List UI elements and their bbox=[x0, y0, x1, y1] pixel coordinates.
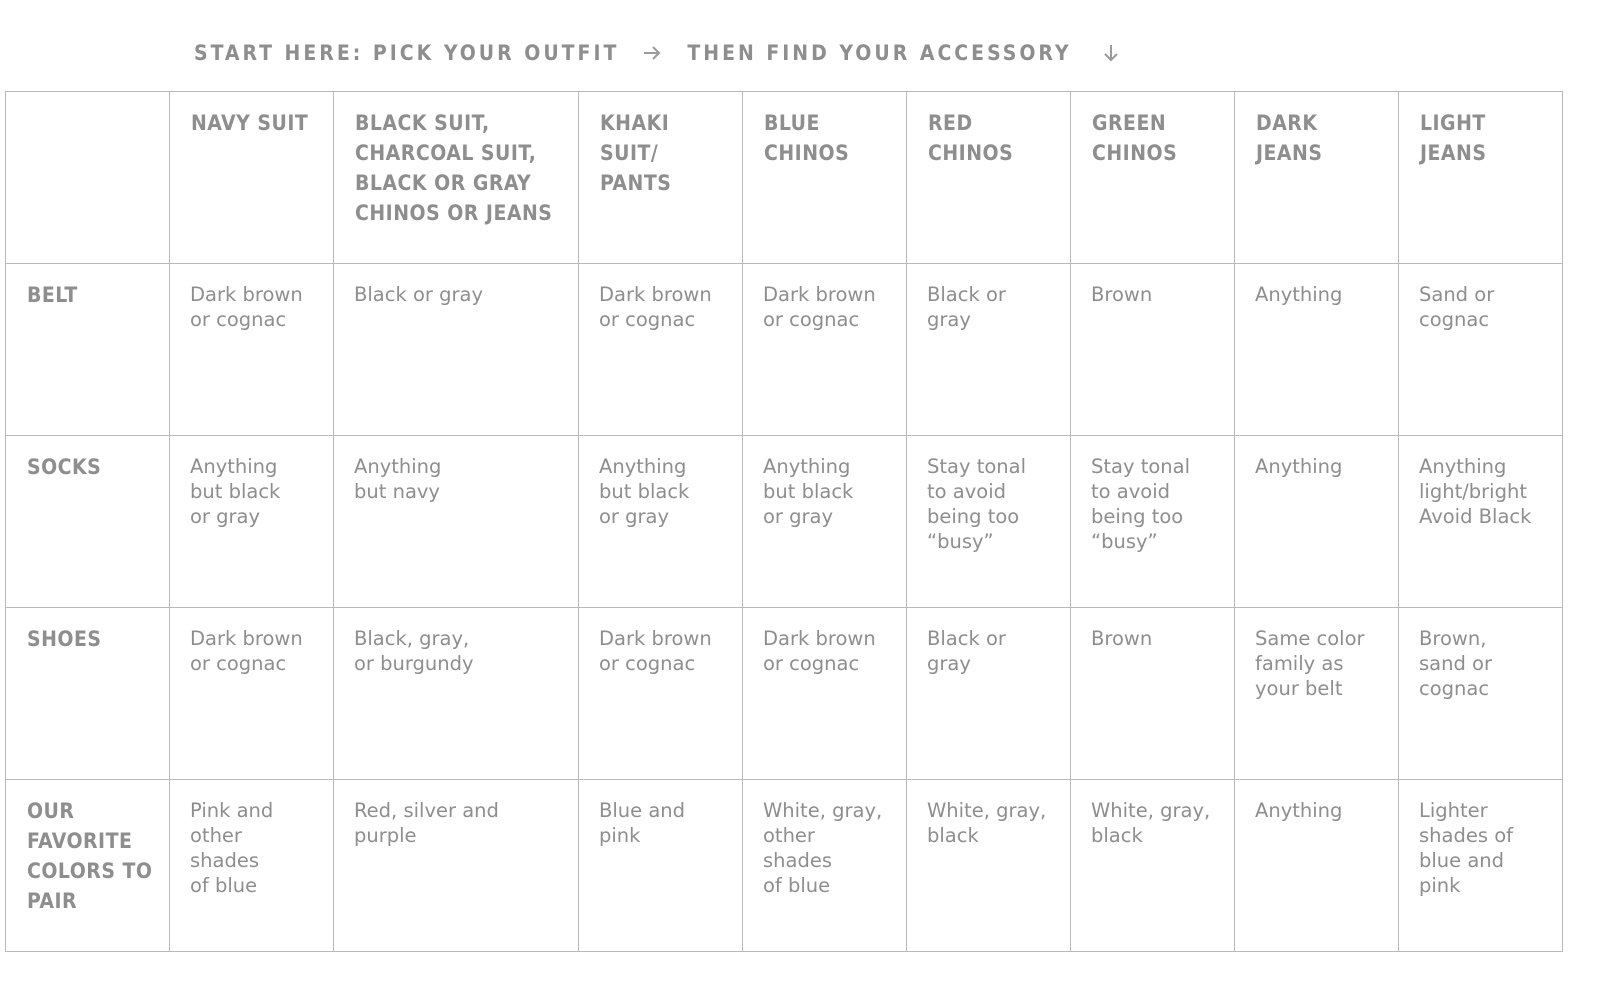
table-cell: White, gray, black bbox=[907, 780, 1071, 952]
row-header-socks: SOCKS bbox=[6, 436, 170, 608]
table-cell: Anything bbox=[1235, 780, 1399, 952]
table-cell: Brown, sand or cognac bbox=[1399, 608, 1563, 780]
table-cell: Stay tonal to avoid being too “busy” bbox=[1071, 436, 1235, 608]
table-cell: Sand or cognac bbox=[1399, 264, 1563, 436]
column-header-navy-suit: NAVY SUIT bbox=[170, 92, 334, 264]
table-cell: White, gray, other shades of blue bbox=[743, 780, 907, 952]
table-cell: Lighter shades of blue and pink bbox=[1399, 780, 1563, 952]
table-cell: Blue and pink bbox=[579, 780, 743, 952]
table-cell: Dark brown or cognac bbox=[170, 608, 334, 780]
table-cell: Brown bbox=[1071, 608, 1235, 780]
table-cell: Same color family as your belt bbox=[1235, 608, 1399, 780]
table-cell: Dark brown or cognac bbox=[170, 264, 334, 436]
column-header-blue-chinos: BLUE CHINOS bbox=[743, 92, 907, 264]
column-header-dark-jeans: DARK JEANS bbox=[1235, 92, 1399, 264]
instructions-bar bbox=[194, 36, 1146, 70]
table-cell: Anything but black or gray bbox=[579, 436, 743, 608]
table-cell: Black or gray bbox=[907, 608, 1071, 780]
table-cell: Anything light/bright Avoid Black bbox=[1399, 436, 1563, 608]
table-cell: Anything bbox=[1235, 436, 1399, 608]
row-header-favorite-colors: OUR FAVORITE COLORS TO PAIR bbox=[6, 780, 170, 952]
table-row-shoes bbox=[6, 608, 1563, 780]
column-header-khaki: KHAKI SUIT/ PANTS bbox=[579, 92, 743, 264]
header-row bbox=[6, 92, 1563, 264]
table-cell: White, gray, black bbox=[1071, 780, 1235, 952]
table-cell: Red, silver and purple bbox=[334, 780, 579, 952]
table-cell: Dark brown or cognac bbox=[743, 264, 907, 436]
arrow-right-icon bbox=[637, 38, 667, 68]
table-cell: Anything but black or gray bbox=[170, 436, 334, 608]
table-cell: Black or gray bbox=[907, 264, 1071, 436]
column-header-light-jeans: LIGHT JEANS bbox=[1399, 92, 1563, 264]
table-cell: Brown bbox=[1071, 264, 1235, 436]
table-cell: Dark brown or cognac bbox=[579, 264, 743, 436]
table-cell: Anything but black or gray bbox=[743, 436, 907, 608]
table-cell: Dark brown or cognac bbox=[579, 608, 743, 780]
table-row-socks bbox=[6, 436, 1563, 608]
table-cell: Stay tonal to avoid being too “busy” bbox=[907, 436, 1071, 608]
table-cell: Black, gray, or burgundy bbox=[334, 608, 579, 780]
arrow-down-icon bbox=[1096, 38, 1126, 68]
table-cell: Black or gray bbox=[334, 264, 579, 436]
column-header-red-chinos: RED CHINOS bbox=[907, 92, 1071, 264]
table-cell: Anything bbox=[1235, 264, 1399, 436]
table-cell: Pink and other shades of blue bbox=[170, 780, 334, 952]
accessory-pairing-table bbox=[5, 91, 1563, 952]
table-row-favorite-colors bbox=[6, 780, 1563, 952]
step-one-label: START HERE: PICK YOUR OUTFIT bbox=[194, 41, 620, 65]
table-cell: Dark brown or cognac bbox=[743, 608, 907, 780]
corner-cell bbox=[6, 92, 170, 264]
row-header-shoes: SHOES bbox=[6, 608, 170, 780]
row-header-belt: BELT bbox=[6, 264, 170, 436]
column-header-green-chinos: GREEN CHINOS bbox=[1071, 92, 1235, 264]
table-cell: Anything but navy bbox=[334, 436, 579, 608]
step-two-label: THEN FIND YOUR ACCESSORY bbox=[687, 41, 1072, 65]
table-row-belt bbox=[6, 264, 1563, 436]
column-header-black-charcoal: BLACK SUIT, CHARCOAL SUIT, BLACK OR GRAY CHINOS OR JEANS bbox=[334, 92, 579, 264]
